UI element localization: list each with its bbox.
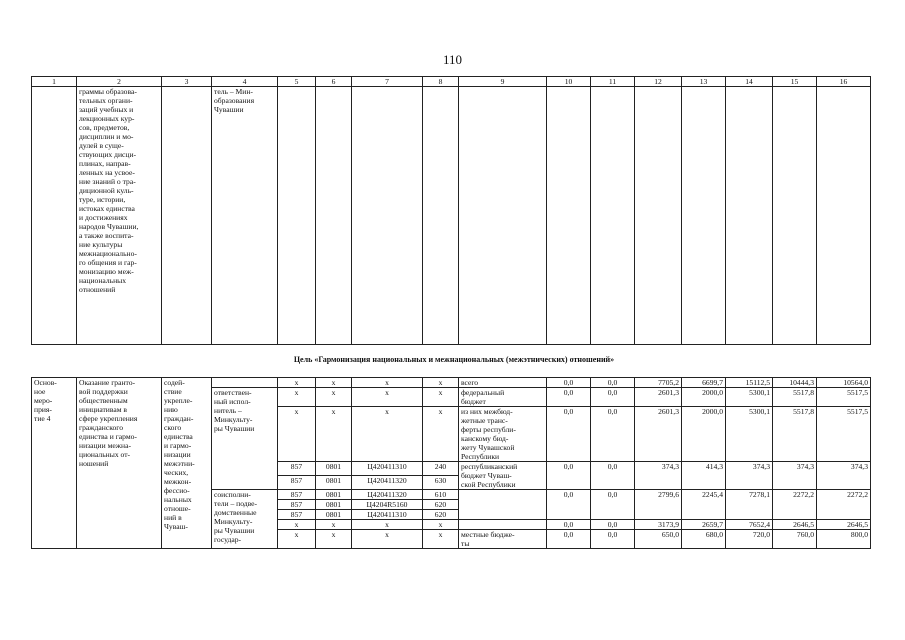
table-row: x x x x местные бюдже- ты 0,0 0,0 650,0 680,0 720,0 760,0 800,0 [32,530,871,549]
column-number: 14 [726,77,773,87]
target-code: x [352,378,423,388]
activity-table [31,377,871,549]
column-number-row [32,77,871,87]
table-row: 857 0801 Ц420411310 620 [32,510,871,520]
section-code: x [316,378,352,388]
value-cell: 15112,5 [726,378,773,388]
table-row: соисполни- тели – подве- домственные Минкульту- ры Чувашии государ- 857 0801 Ц420411320 610 0,0 0,0 2799,6 2245,4 7278,1 2272,2 2272,2 [32,490,871,500]
column-number: 4 [212,77,278,87]
column-number: 11 [591,77,635,87]
funding-source: федеральный бюджет [459,388,547,407]
value-cell: 10564,0 [817,378,871,388]
table-row: 857 0801 Ц420411310 240 республиканский бюджет Чуваш- ской Республики 0,0 0,0 374,3 414,3 374,3 374,3 374,3 [32,462,871,476]
column-number: 13 [682,77,726,87]
table-row [32,87,871,345]
activity-number: Основ- ное меро- прия- тие 4 [32,378,77,549]
activity-goal: содей- ствие укрепле- нию граждан- ского единства и гармо- низации межэтни- ческих, межкон- фессио- нальных отноше- ний в Чуваш- [162,378,212,549]
budget-code: x [278,378,316,388]
goal-heading: Цель «Гармонизация национальных и межнациональных (межэтнических) отношений» [293,355,615,364]
column-number: 6 [316,77,352,87]
column-number: 8 [423,77,459,87]
funding-source: местные бюдже- ты [459,530,547,549]
funding-source: всего [459,378,547,388]
table-row: ответствен- ный испол- нитель – Минкульту- ры Чувашии x x x x федеральный бюджет 0,0 0,0 2601,3 2000,0 5300,1 5517,8 5517,5 [32,388,871,407]
value-cell: 0,0 [591,378,635,388]
program-description: граммы образова- тельных органи- заций учебных и лекционных кур- сов, предметов, дисциплин и мо- дулей в суще- ствующих дисци- плинах, направ- ленных на усвое- ние знаний о тра- диционной куль- туре, истории, истоках единства и достижениях народов Чувашии, а также воспита- ние культуры межнационально- го общения и гар- монизацию меж- национальных отношений [77,87,162,345]
column-number: 16 [817,77,871,87]
table-row: 857 0801 Ц420411320 630 [32,476,871,490]
expense-code: x [423,378,459,388]
column-number: 2 [77,77,162,87]
column-number: 3 [162,77,212,87]
column-number: 1 [32,77,77,87]
funding-source: из них межбюд- жетные транс- ферты республи- канскому бюд- жету Чувашской Республики [459,407,547,462]
funding-source: республиканский бюджет Чуваш- ской Республики [459,462,547,490]
value-cell: 0,0 [547,378,591,388]
column-number: 10 [547,77,591,87]
column-number: 9 [459,77,547,87]
executor-cell: тель – Мин- образования Чувашии [212,87,278,345]
activity-title: Оказание гранто- вой поддержки общественным инициативам в сфере укрепления гражданского единства и гармо- низации межна- циональных от- ношений [77,378,162,549]
table-row: x x x x из них межбюд- жетные транс- ферты республи- канскому бюд- жету Чувашской Республики 0,0 0,0 2601,3 2000,0 5300,1 5517,8 5517,5 [32,407,871,462]
responsible-executor: ответствен- ный испол- нитель – Минкульту- ры Чувашии [212,388,278,490]
column-number: 7 [352,77,423,87]
page-number: 110 [442,52,463,67]
value-cell: 7705,2 [635,378,682,388]
column-number: 5 [278,77,316,87]
column-number: 12 [635,77,682,87]
table-row: 857 0801 Ц4204R5160 620 [32,500,871,510]
co-executors: соисполни- тели – подве- домственные Минкульту- ры Чувашии государ- [212,490,278,549]
continuation-table [31,76,871,345]
table-row: x x x x 0,0 0,0 3173,9 2659,7 7652,4 2646,5 2646,5 [32,520,871,530]
column-number: 15 [773,77,817,87]
value-cell: 10444,3 [773,378,817,388]
table-row [32,378,871,388]
value-cell: 6699,7 [682,378,726,388]
